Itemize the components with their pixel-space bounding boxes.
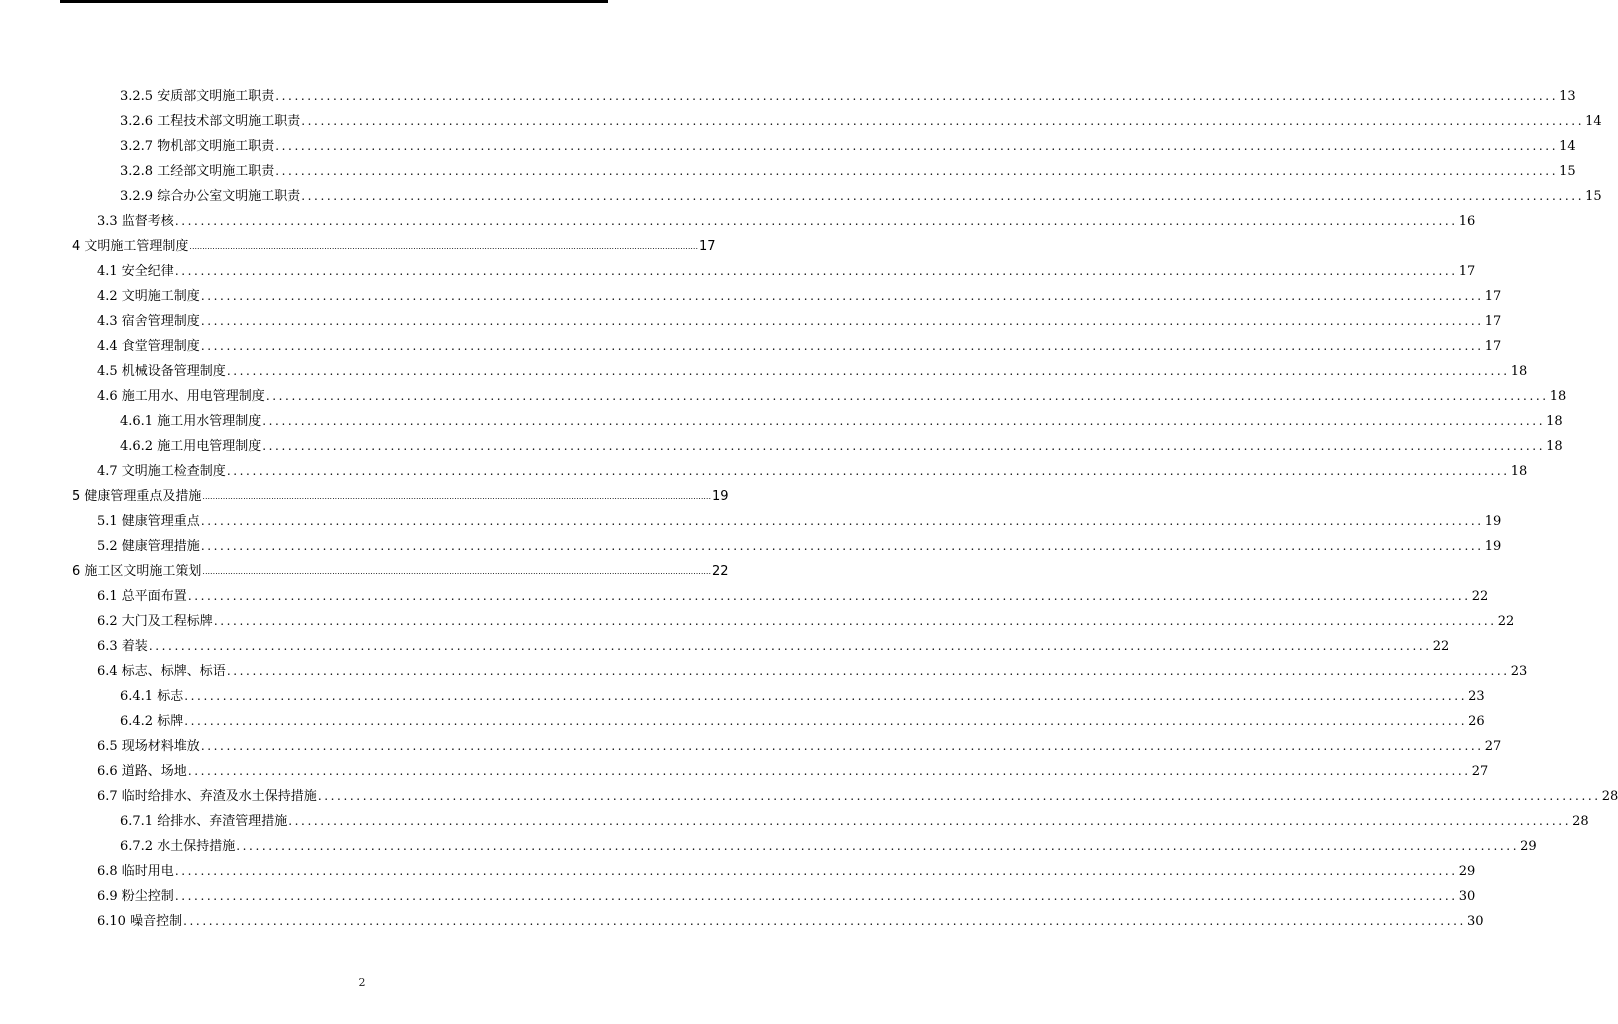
toc-entry-page: 15 (1559, 164, 1576, 179)
toc-leader-dots: ........................................................................................................................................................................................................ (183, 914, 1466, 928)
toc-leader-dots: ........................................................................................................................................................................................................ (317, 789, 1601, 803)
toc-entry-page: 18 (1510, 464, 1528, 479)
toc-entry-page: 19 (1484, 539, 1502, 554)
toc-entry-page: 26 (1468, 714, 1485, 729)
toc-entry-page: 23 (1510, 664, 1528, 679)
toc-entry-page: 18 (1549, 389, 1567, 404)
toc-entry-title: 5.2 健康管理措施 (97, 539, 200, 554)
toc-leader-dots: ........................................................................................................................................................................................................ (262, 439, 1546, 453)
toc-entry-title: 5.1 健康管理重点 (97, 514, 200, 529)
toc-entry-page: 18 (1510, 364, 1528, 379)
toc-entry-page: 22 (712, 564, 729, 579)
toc-entry[interactable] (72, 609, 1515, 634)
toc-leader-dots: ........................................................................................................................................................................................................ (174, 889, 1458, 903)
toc-entry-title: 6.6 道路、场地 (97, 764, 187, 779)
table-of-contents (72, 84, 1618, 934)
toc-entry-page: 17 (1484, 289, 1502, 304)
toc-entry-title: 3.2.9 综合办公室文明施工职责 (120, 189, 301, 204)
toc-entry-page: 30 (1466, 914, 1484, 929)
toc-entry-page: 28 (1601, 789, 1618, 804)
toc-entry[interactable] (72, 734, 1502, 759)
toc-entry[interactable] (72, 359, 1528, 384)
toc-entry-title: 6.4.1 标志 (120, 689, 184, 704)
toc-entry-title: 3.2.6 工程技术部文明施工职责 (120, 114, 301, 129)
toc-entry-page: 19 (712, 489, 729, 504)
toc-entry-page: 15 (1585, 189, 1602, 204)
toc-entry-title: 5 健康管理重点及措施 (72, 489, 202, 504)
toc-entry[interactable] (72, 809, 1589, 834)
toc-entry-page: 17 (1484, 339, 1502, 354)
toc-entry[interactable] (72, 109, 1602, 134)
toc-leader-dots: ........................................................................................................................................................................................................ (301, 114, 1585, 128)
toc-leader-dots: ........................................................................................................................................................................................................ (262, 414, 1546, 428)
toc-entry[interactable] (72, 84, 1576, 109)
toc-entry-title: 4.6.2 施工用电管理制度 (120, 439, 262, 454)
toc-entry-page: 14 (1559, 139, 1576, 154)
toc-leader-dots: ........................................................................................................................................................................................................ (200, 539, 1484, 553)
toc-entry[interactable] (72, 134, 1576, 159)
toc-entry[interactable] (72, 434, 1563, 459)
toc-entry-title: 6.4 标志、标牌、标语 (97, 664, 226, 679)
toc-entry-page: 22 (1432, 639, 1450, 654)
toc-entry[interactable] (72, 534, 1502, 559)
toc-leader-dots: ........................................................................................................................................................................................................ (174, 864, 1458, 878)
toc-entry[interactable] (72, 884, 1476, 909)
toc-entry-page: 19 (1484, 514, 1502, 529)
toc-leader-dots: ........................................................................................................................................................................................................ (301, 189, 1585, 203)
toc-leader-dots: ........................................................................................................................................................................................................ (200, 339, 1484, 353)
toc-entry[interactable] (72, 284, 1502, 309)
toc-leader-dots: ........................................................................................................................................................................................................ (275, 164, 1559, 178)
toc-entry-title: 6.7.1 给排水、弃渣管理措施 (120, 814, 288, 829)
toc-entry[interactable] (72, 184, 1602, 209)
toc-entry[interactable] (72, 559, 729, 584)
toc-entry-title: 3.2.7 物机部文明施工职责 (120, 139, 275, 154)
top-rule (60, 0, 608, 3)
toc-entry-page: 27 (1484, 739, 1502, 754)
toc-entry[interactable] (72, 234, 716, 259)
toc-leader-dots: ........................................................................................................................................................................................................ (187, 589, 1471, 603)
toc-entry-page: 22 (1471, 589, 1489, 604)
toc-entry-title: 6.10 噪音控制 (97, 914, 183, 929)
toc-entry[interactable] (72, 709, 1485, 734)
toc-entry[interactable] (72, 784, 1618, 809)
toc-entry[interactable] (72, 759, 1489, 784)
toc-entry-title: 6.2 大门及工程标牌 (97, 614, 213, 629)
toc-entry-page: 23 (1468, 689, 1485, 704)
toc-entry-title: 6.3 着装 (97, 639, 148, 654)
toc-leader-dots: ........................................................................................................................................................................................................ (226, 464, 1510, 478)
toc-leader-dots: ........................................................................................................................................................................................................ (226, 364, 1510, 378)
toc-entry-page: 28 (1572, 814, 1589, 829)
toc-entry-title: 4.5 机械设备管理制度 (97, 364, 226, 379)
toc-entry-page: 17 (699, 239, 716, 254)
toc-entry-title: 6.8 临时用电 (97, 864, 174, 879)
toc-entry[interactable] (72, 334, 1502, 359)
toc-leader-dots: ........................................................................................................................................................................................................ (213, 614, 1497, 628)
toc-entry[interactable] (72, 684, 1485, 709)
toc-leader-dots: ........................................................................................................................................................................................................ (184, 689, 1468, 703)
toc-entry-title: 6 施工区文明施工策划 (72, 564, 202, 579)
toc-entry-title: 6.7.2 水土保持措施 (120, 839, 236, 854)
toc-entry-title: 4.4 食堂管理制度 (97, 339, 200, 354)
toc-entry-title: 4.6.1 施工用水管理制度 (120, 414, 262, 429)
toc-entry-page: 30 (1458, 889, 1476, 904)
toc-leader-dots: ........................................................................................................................................................................................................ (288, 814, 1572, 828)
toc-leader-dots: ........................................................................................................................................................................................................ (200, 514, 1484, 528)
toc-leader-dots: ........................................................................................................................................................................................................ (184, 714, 1468, 728)
toc-entry[interactable] (72, 209, 1476, 234)
toc-entry-page: 18 (1546, 414, 1563, 429)
toc-entry[interactable] (72, 659, 1528, 684)
toc-entry-title: 3.2.8 工经部文明施工职责 (120, 164, 275, 179)
toc-entry-page: 13 (1559, 89, 1576, 104)
toc-leader-dots: ........................................................................................................................................................................................................ (202, 567, 711, 576)
toc-entry[interactable] (72, 259, 1476, 284)
toc-entry-title: 6.5 现场材料堆放 (97, 739, 200, 754)
toc-leader-dots: ........................................................................................................................................................................................................ (275, 139, 1559, 153)
toc-entry-title: 4.1 安全纪律 (97, 264, 174, 279)
toc-entry-title: 4.6 施工用水、用电管理制度 (97, 389, 265, 404)
toc-entry[interactable] (72, 309, 1502, 334)
toc-leader-dots: ........................................................................................................................................................................................................ (148, 639, 1432, 653)
toc-entry-page: 17 (1484, 314, 1502, 329)
toc-leader-dots: ........................................................................................................................................................................................................ (174, 264, 1458, 278)
toc-entry[interactable] (72, 834, 1537, 859)
toc-entry-title: 4.2 文明施工制度 (97, 289, 200, 304)
toc-entry[interactable] (72, 459, 1528, 484)
toc-entry-title: 3.3 监督考核 (97, 214, 174, 229)
toc-leader-dots: ........................................................................................................................................................................................................ (200, 289, 1484, 303)
toc-entry-page: 18 (1546, 439, 1563, 454)
toc-entry[interactable] (72, 384, 1567, 409)
toc-leader-dots: ........................................................................................................................................................................................................ (200, 314, 1484, 328)
toc-entry[interactable] (72, 634, 1450, 659)
toc-leader-dots: ........................................................................................................................................................................................................ (226, 664, 1510, 678)
toc-entry-title: 6.4.2 标牌 (120, 714, 184, 729)
toc-entry[interactable] (72, 909, 1484, 934)
toc-leader-dots: ........................................................................................................................................................................................................ (200, 739, 1484, 753)
toc-leader-dots: ........................................................................................................................................................................................................ (174, 214, 1458, 228)
toc-leader-dots: ........................................................................................................................................................................................................ (265, 389, 1549, 403)
toc-entry-title: 6.9 粉尘控制 (97, 889, 174, 904)
toc-entry-title: 4 文明施工管理制度 (72, 239, 189, 254)
toc-leader-dots: ........................................................................................................................................................................................................ (202, 492, 711, 501)
toc-leader-dots: ........................................................................................................................................................................................................ (187, 764, 1471, 778)
toc-entry[interactable] (72, 859, 1476, 884)
toc-entry[interactable] (72, 509, 1502, 534)
toc-entry[interactable] (72, 159, 1576, 184)
toc-entry-title: 3.2.5 安质部文明施工职责 (120, 89, 275, 104)
toc-entry[interactable] (72, 409, 1563, 434)
toc-leader-dots: ........................................................................................................................................................................................................ (275, 89, 1559, 103)
toc-leader-dots: ........................................................................................................................................................................................................ (189, 242, 698, 251)
toc-entry[interactable] (72, 584, 1489, 609)
toc-entry-page: 14 (1585, 114, 1602, 129)
toc-entry-page: 27 (1471, 764, 1489, 779)
toc-entry-title: 6.1 总平面布置 (97, 589, 187, 604)
toc-entry-page: 29 (1458, 864, 1476, 879)
toc-entry-title: 4.7 文明施工检查制度 (97, 464, 226, 479)
page-number: 2 (358, 976, 366, 989)
toc-entry-page: 29 (1520, 839, 1537, 854)
toc-entry-title: 6.7 临时给排水、弃渣及水土保持措施 (97, 789, 317, 804)
toc-entry[interactable] (72, 484, 729, 509)
toc-entry-title: 4.3 宿舍管理制度 (97, 314, 200, 329)
toc-leader-dots: ........................................................................................................................................................................................................ (236, 839, 1520, 853)
toc-entry-page: 22 (1497, 614, 1515, 629)
toc-entry-page: 17 (1458, 264, 1476, 279)
toc-entry-page: 16 (1458, 214, 1476, 229)
